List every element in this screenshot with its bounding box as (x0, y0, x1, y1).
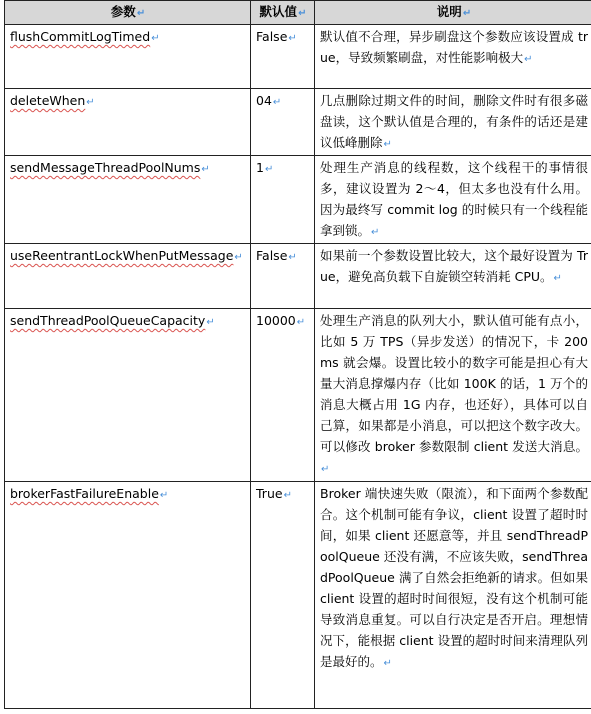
paragraph-mark: ↵ (288, 252, 297, 263)
default-cell (251, 89, 315, 156)
header-default: 默认值↵ (251, 1, 315, 25)
param-cell (5, 25, 251, 89)
table-row (5, 25, 591, 89)
parameter-table (4, 0, 591, 709)
param-name: deleteWhen (10, 93, 86, 108)
table-header-row (5, 1, 591, 25)
param-name: sendMessageThreadPoolNums (10, 160, 201, 175)
paragraph-mark: ↵ (383, 139, 392, 150)
default-value: 10000 (256, 313, 296, 328)
param-name: useReentrantLockWhenPutMessage (10, 248, 234, 263)
default-value: 04 (256, 93, 272, 108)
table-row (5, 89, 591, 156)
table-row (5, 309, 591, 482)
param-name: flushCommitLogTimed (10, 29, 151, 44)
paragraph-mark: ↵ (298, 8, 307, 19)
description-text: 处理生产消息的线程数，这个线程干的事情很多，建议设置为 2～4，但太多也没有什么用。因为最终写 commit log 的时候只有一个线程能拿到锁。 (320, 160, 588, 238)
description-cell (315, 244, 591, 309)
paragraph-mark: ↵ (283, 490, 292, 501)
description-cell (315, 309, 591, 482)
default-cell (251, 156, 315, 244)
description-cell (315, 156, 591, 244)
default-value: True (256, 486, 283, 501)
paragraph-mark: ↵ (272, 97, 282, 108)
description-text: 如果前一个参数设置比较大，这个最好设置为 True，避免高负载下自旋锁空转消耗 CPU。 (320, 248, 588, 284)
paragraph-mark: ↵ (201, 164, 210, 175)
default-cell (251, 309, 315, 482)
param-cell (5, 309, 251, 482)
param-cell (5, 482, 251, 709)
paragraph-mark: ↵ (296, 317, 306, 328)
description-text: 默认值不合理，异步刷盘这个参数应该设置成 true，导致频繁刷盘，对性能影响极大 (320, 29, 588, 65)
header-description: 说明↵ (315, 1, 591, 25)
table-row (5, 156, 591, 244)
paragraph-mark: ↵ (159, 490, 169, 501)
description-text: Broker 端快速失败（限流），和下面两个参数配合。这个机制可能有争议，client 设置了超时时间，如果 client 还愿意等，并且 sendThreadPoolQueue 还没有满，不应该失败，sendThreadPoolQueue 满了自然会拒绝新的请求。但如果 client 设置的超时时间很短，没有这个机制可能导致消息重复。可以自行决定是否开启。理想情况下，能根据 client 设置的超时时间来清理队列是最好的。 (320, 486, 588, 669)
description-cell (315, 25, 591, 89)
paragraph-mark: ↵ (383, 658, 392, 669)
header-param: 参数↵ (5, 1, 251, 25)
default-value: False (256, 248, 288, 263)
paragraph-mark: ↵ (264, 164, 274, 175)
paragraph-mark: ↵ (206, 317, 215, 328)
description-cell (315, 482, 591, 709)
paragraph-mark: ↵ (151, 33, 160, 44)
paragraph-mark: ↵ (553, 273, 562, 284)
param-cell (5, 89, 251, 156)
param-cell (5, 244, 251, 309)
default-cell (251, 244, 315, 309)
paragraph-mark: ↵ (136, 8, 146, 19)
paragraph-mark: ↵ (462, 8, 472, 19)
description-cell (315, 89, 591, 156)
default-value: False (256, 29, 288, 44)
table-row (5, 482, 591, 709)
table-row (5, 244, 591, 309)
default-cell (251, 25, 315, 89)
paragraph-mark: ↵ (86, 97, 95, 108)
paragraph-mark: ↵ (288, 33, 297, 44)
default-cell (251, 482, 315, 709)
paragraph-mark: ↵ (321, 464, 330, 475)
paragraph-mark: ↵ (524, 54, 533, 65)
param-name: brokerFastFailureEnable (10, 486, 159, 501)
default-value: 1 (256, 160, 264, 175)
param-name: sendThreadPoolQueueCapacity (10, 313, 206, 328)
paragraph-mark: ↵ (234, 252, 243, 263)
description-text: 几点删除过期文件的时间，删除文件时有很多磁盘读，这个默认值是合理的，有条件的话还是建议低峰删除 (320, 93, 588, 150)
description-text: 处理生产消息的队列大小，默认值可能有点小，比如 5 万 TPS（异步发送）的情况下，卡 200ms 就会爆。设置比较小的数字可能是担心有大量大消息撑爆内存（比如 100K 的话，1 万个的消息大概占用 1G 内存，也还好），具体可以自己算，如果都是小消息，可以把这个数字改大。可以修改 broker 参数限制 client 发送大消息。 (320, 313, 588, 454)
paragraph-mark: ↵ (371, 227, 380, 238)
param-cell (5, 156, 251, 244)
